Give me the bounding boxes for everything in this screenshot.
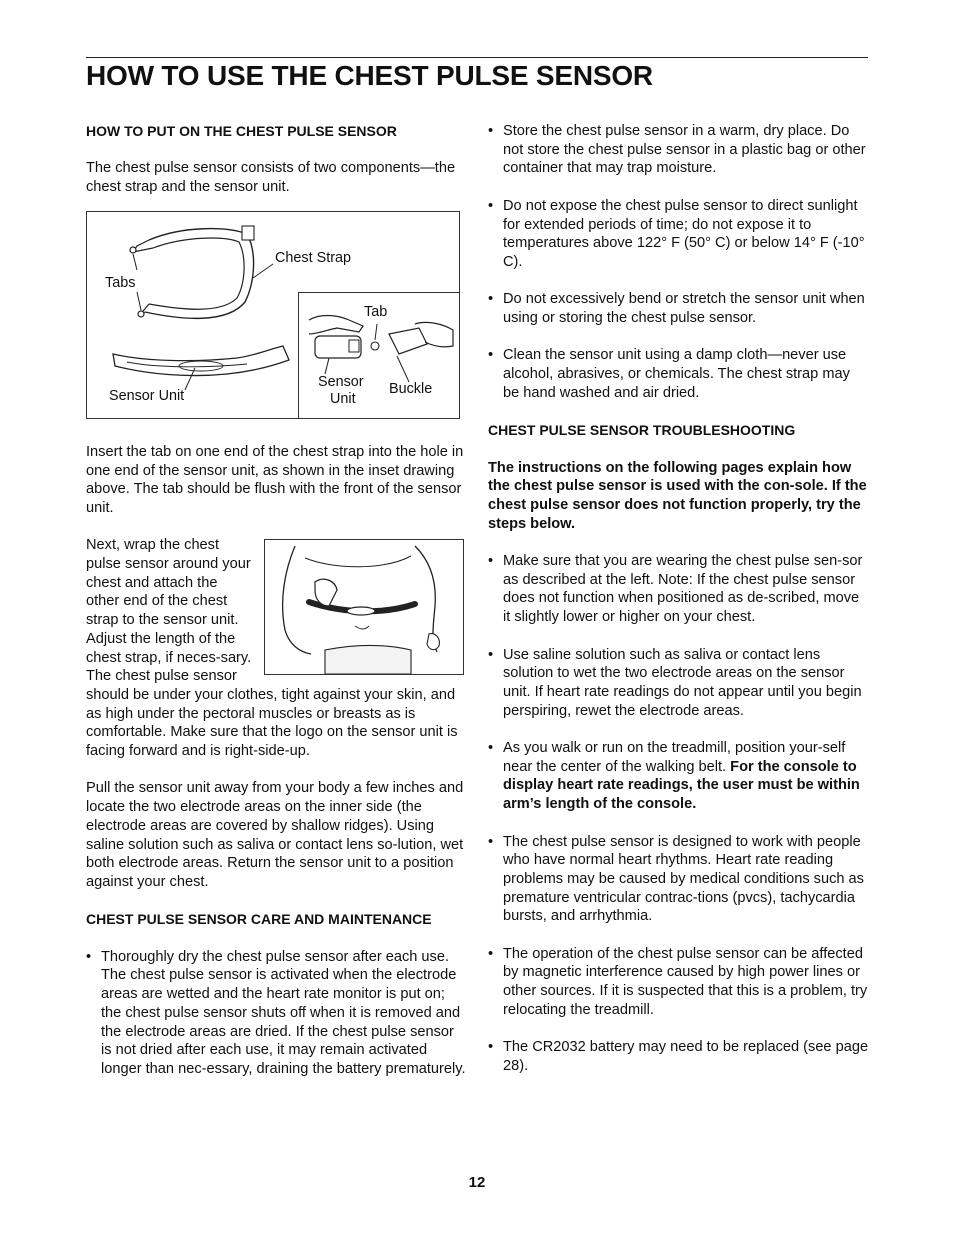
chest-strap-figure (86, 211, 460, 419)
page-number: 12 (468, 1174, 486, 1191)
label-buckle: Buckle (389, 380, 433, 397)
section-heading-troubleshooting: CHEST PULSE SENSOR TROUBLESHOOTING (488, 422, 796, 439)
wearing-figure (264, 539, 464, 675)
title-rule (86, 57, 868, 58)
bullet-plain-text: As you walk or run on the treadmill, position your-self near the center of the walking belt. (503, 740, 846, 775)
care-bullet: • Thoroughly dry the chest pulse sensor after each use. The chest pulse sensor is activated when the electrode areas are wetted and the heart rate monitor is put on; the chest pulse sensor shuts off when it is removed and the electrode areas are dried. If the chest pulse sensor is not dried after each use, it may remain activated longer than nec-essary, draining the battery prematurely. (86, 948, 466, 1079)
care-bullet: • Clean the sensor unit using a damp cloth—never use alcohol, abrasives, or chemicals. The chest strap may be hand washed and air dried. (488, 346, 870, 402)
page-title: HOW TO USE THE CHEST PULSE SENSOR (86, 60, 653, 91)
label-unit: Unit (330, 390, 356, 407)
troubleshooting-intro: The instructions on the following pages explain how the chest pulse sensor is used with the con-sole. If the chest pulse sensor does not function properly, try the steps below. (488, 459, 867, 532)
right-column (488, 122, 870, 1094)
troubleshooting-bullet: • Make sure that you are wearing the chest pulse sen-sor as described at the left. Note: If the chest pulse sensor does not function when positioned as de-scribed, move it slightly lower or higher on your chest. (488, 552, 870, 627)
troubleshooting-bullet: • The operation of the chest pulse sensor can be affected by magnetic interference caused by high power lines or other sources. If it is suspected that this is a problem, try relocating the treadmill. (488, 945, 870, 1020)
label-chest-strap: Chest Strap (275, 249, 351, 266)
wrap-paragraph: Next, wrap the chest pulse sensor around your chest and attach the other end of the chest strap to the sensor unit. Adjust the length of the chest strap, if neces-sary. The chest pulse sensor should be under your clothes, tight against your skin, and as high under the pectoral muscles or breasts as is comfortable. Make sure that the logo on the sensor unit is facing forward and is right-side-up. (86, 537, 458, 760)
troubleshooting-bullet: • The chest pulse sensor is designed to work with people who have normal heart rhythms. Heart rate reading problems may be caused by medical conditions such as premature ventricular contrac-tions (pvcs), tachycardia bursts, and arrhythmia. (488, 833, 870, 927)
section-heading-care: CHEST PULSE SENSOR CARE AND MAINTENANCE (86, 911, 432, 928)
bullet-bold-text: For the console to display heart rate readings, the user must be within arm’s length of the console. (503, 758, 860, 813)
troubleshooting-bullet: • The CR2032 battery may need to be replaced (see page 28). (488, 1038, 870, 1075)
label-sensor: Sensor (318, 373, 364, 390)
label-tabs: Tabs (105, 274, 136, 291)
care-bullet: • Store the chest pulse sensor in a warm, dry place. Do not store the chest pulse sensor in a plastic bag or other container that may trap moisture. (488, 122, 870, 178)
insert-tab-paragraph: Insert the tab on one end of the chest strap into the hole in one end of the sensor unit, as shown in the inset drawing above. The tab should be flush with the front of the sensor unit. (86, 443, 464, 516)
care-bullet: • Do not excessively bend or stretch the sensor unit when using or storing the chest pulse sensor. (488, 290, 870, 327)
troubleshooting-bullet (488, 739, 870, 814)
troubleshooting-bullet: • Use saline solution such as saliva or contact lens solution to wet the two electrode areas on the sensor unit. If heart rate readings do not appear until you begin perspiring, rewet the electrode areas. (488, 646, 870, 721)
label-tab: Tab (364, 303, 388, 320)
section-heading-put-on: HOW TO PUT ON THE CHEST PULSE SENSOR (86, 123, 397, 139)
pull-paragraph: Pull the sensor unit away from your body a few inches and locate the two electrode areas on the inner side (the electrode areas are covered by shallow ridges). Using saline solution such as saliva or contact lens so-lution, wet both electrode areas. Return the sensor unit to a position against your chest. (86, 780, 464, 890)
intro-paragraph: The chest pulse sensor consists of two components—the chest strap and the sensor unit. (86, 160, 456, 196)
label-sensor-unit: Sensor Unit (109, 387, 185, 404)
left-column (86, 122, 466, 1097)
care-bullet: • Do not expose the chest pulse sensor to direct sunlight for extended periods of time; do not expose it to temperatures above 122° F (50° C) or below 14° F (-10° C). (488, 197, 870, 272)
torso-illustration (265, 540, 463, 674)
